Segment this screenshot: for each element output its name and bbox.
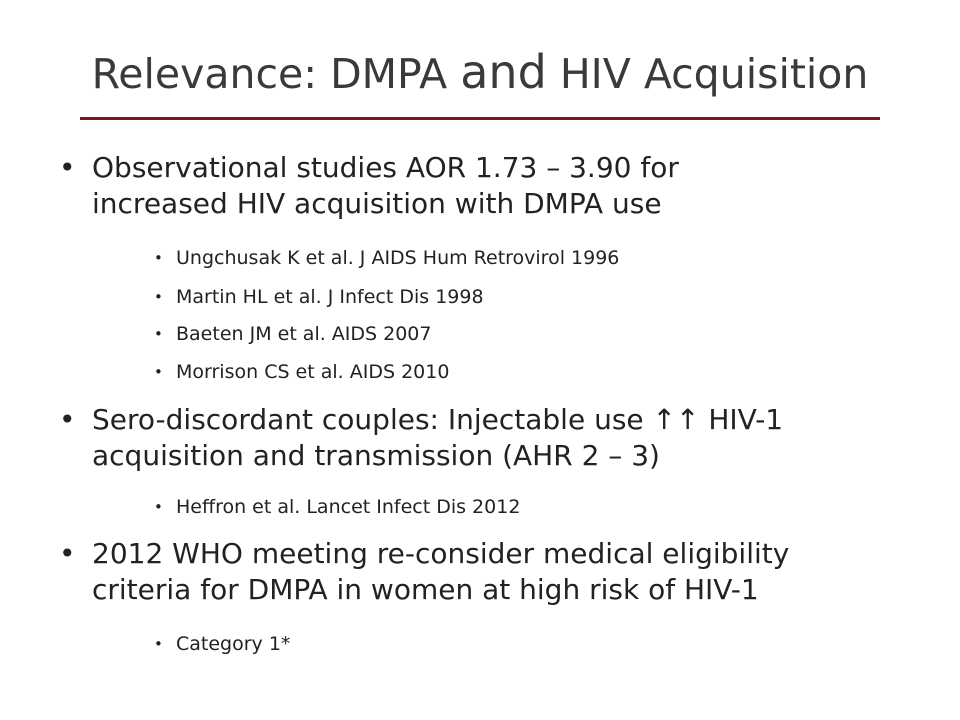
sub-bullet-text: Category 1* — [176, 633, 291, 655]
sub-bullet-dot-icon: • — [154, 498, 163, 516]
sub-bullet-text: Martin HL et al. J Infect Dis 1998 — [176, 286, 484, 308]
bullet-line: criteria for DMPA in women at high risk of HIV-1 — [92, 573, 759, 606]
bullet-line: Observational studies AOR 1.73 – 3.90 for — [92, 151, 679, 184]
sub-bullet-ungchusak — [154, 246, 876, 270]
sub-bullet-text: Baeten JM et al. AIDS 2007 — [176, 323, 432, 345]
sub-bullet-dot-icon: • — [154, 363, 163, 381]
bullet-dot-icon: • — [59, 151, 76, 184]
bullet-observational-studies — [59, 150, 892, 222]
title-and: and — [460, 45, 547, 99]
bullet-dot-icon: • — [59, 403, 76, 436]
sub-bullet-martin — [154, 285, 876, 309]
sub-bullet-text: Ungchusak K et al. J AIDS Hum Retrovirol 1996 — [176, 247, 620, 269]
sub-bullet-text: Morrison CS et al. AIDS 2010 — [176, 361, 450, 383]
slide-title — [0, 44, 960, 102]
title-underline — [80, 117, 880, 120]
sub-bullet-category — [154, 632, 876, 656]
sub-bullet-heffron — [154, 495, 876, 519]
sub-bullet-dot-icon: • — [154, 288, 163, 306]
bullet-line: Sero-discordant couples: Injectable use ↑↑ HIV-1 — [92, 403, 784, 436]
bullet-who-meeting — [59, 536, 892, 608]
sub-bullet-baeten — [154, 322, 876, 346]
title-part-1: Relevance: DMPA — [91, 50, 461, 98]
bullet-line: acquisition and transmission (AHR 2 – 3) — [92, 439, 660, 472]
bullet-line: 2012 WHO meeting re-consider medical eligibility — [92, 537, 790, 570]
title-part-2: HIV Acquisition — [546, 50, 869, 98]
sub-bullet-dot-icon: • — [154, 325, 163, 343]
bullet-sero-discordant — [59, 402, 892, 474]
sub-bullet-morrison — [154, 360, 876, 384]
bullet-line: increased HIV acquisition with DMPA use — [92, 187, 662, 220]
sub-bullet-dot-icon: • — [154, 635, 163, 653]
sub-bullet-dot-icon: • — [154, 249, 163, 267]
bullet-dot-icon: • — [59, 537, 76, 570]
sub-bullet-text: Heffron et al. Lancet Infect Dis 2012 — [176, 496, 521, 518]
